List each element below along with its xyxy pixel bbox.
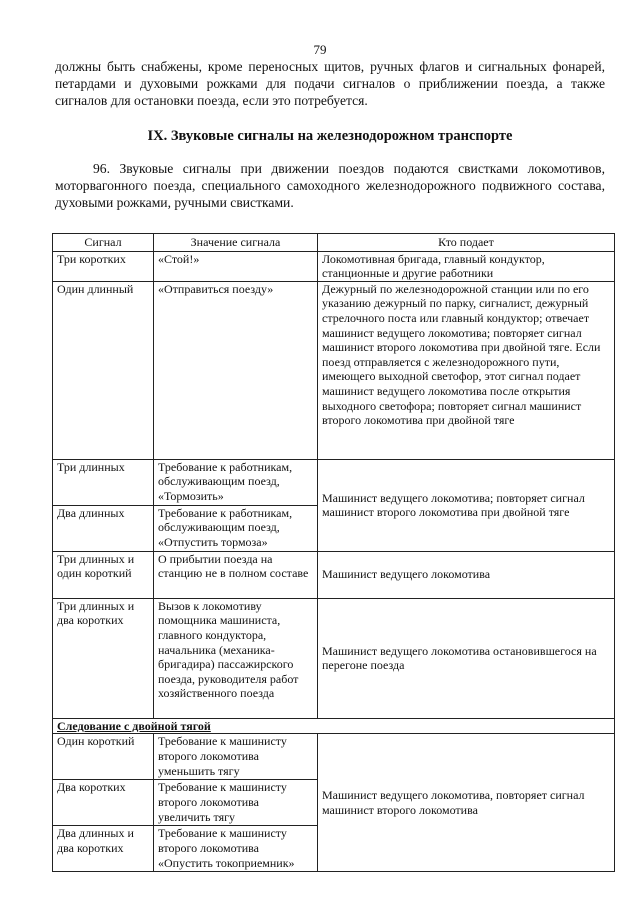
meaning-cell: Требование к машинисту второго локомотива увеличить тягу [154, 780, 318, 826]
meaning-cell: Требование к машинисту второго локомотива уменьшить тягу [154, 734, 318, 780]
section-title: IX. Звуковые сигналы на железнодорожном транспорте [147, 128, 513, 144]
signal-cell: Три длинных [53, 459, 154, 505]
column-header-meaning: Значение сигнала [154, 234, 318, 252]
who-cell: Машинист ведущего локомотива, повторяет сигнал машинист второго локомотива [318, 734, 615, 872]
signal-cell: Один длинный [53, 281, 154, 459]
table-row [53, 459, 615, 505]
meaning-cell: Вызов к локомотиву помощника машиниста, главного кондуктора, начальника (механика-бригадира) пассажирского поезда, руководителя работ хозяйственного поезда [154, 598, 318, 718]
table-row [53, 251, 615, 281]
who-cell: Дежурный по железнодорожной станции или по его указанию дежурный по парку, сигналист, дежурный стрелочного поста или главный кондуктор; отвечает машинист ведущего локомотива; повторяет сигнал машинист второго локомотива при двойной тяге. Если поезд отправляется с железнодорожного пути, имеющего выходной светофор, этот сигнал подает машинист ведущего локомотива после открытия выходного светофора; повторяет сигнал машинист второго локомотива при двойной тяге [318, 281, 615, 459]
column-header-signal: Сигнал [53, 234, 154, 252]
table-row [53, 551, 615, 598]
sound-signals-table [52, 233, 615, 872]
signal-cell: Два коротких [53, 780, 154, 826]
section-label: Следование с двойной тягой [53, 718, 615, 734]
signal-cell: Два длинных [53, 505, 154, 551]
page-number: 79 [313, 42, 327, 57]
signal-cell: Три длинных и два коротких [53, 598, 154, 718]
who-cell: Локомотивная бригада, главный кондуктор, станционные и другие работники [318, 251, 615, 281]
meaning-cell: Требование к машинисту второго локомотива «Опустить токоприемник» [154, 826, 318, 872]
column-header-who: Кто подает [318, 234, 615, 252]
table-header-row [53, 234, 615, 252]
section-row [53, 718, 615, 734]
table-row [53, 734, 615, 780]
intro-paragraph: должны быть снабжены, кроме переносных щитов, ручных флагов и сигнальных фонарей, петардами и духовыми рожками для подачи сигналов о приближении поезда, а также сигналов для остановки поезда, если это потребуется. [55, 59, 605, 108]
meaning-cell: Требование к работникам, обслуживающим поезд, «Тормозить» [154, 459, 318, 505]
signal-cell: Два длинных и два коротких [53, 826, 154, 872]
meaning-cell: «Отправиться поезду» [154, 281, 318, 459]
meaning-cell: Требование к работникам, обслуживающим поезд, «Отпустить тормоза» [154, 505, 318, 551]
table-row [53, 598, 615, 718]
meaning-cell: «Стой!» [154, 251, 318, 281]
who-cell: Машинист ведущего локомотива остановившегося на перегоне поезда [318, 598, 615, 718]
table-row [53, 281, 615, 459]
signal-cell: Три длинных и один короткий [53, 551, 154, 598]
who-cell: Машинист ведущего локомотива [318, 551, 615, 598]
who-cell: Машинист ведущего локомотива; повторяет сигнал машинист второго локомотива при двойной тяге [318, 459, 615, 551]
paragraph-96: 96. Звуковые сигналы при движении поездов подаются свистками локомотивов, моторвагонного поезда, специального самоходного железнодорожного подвижного состава, духовыми рожками, ручными свистками. [55, 161, 605, 210]
signal-cell: Один короткий [53, 734, 154, 780]
meaning-cell: О прибытии поезда на станцию не в полном составе [154, 551, 318, 598]
signal-cell: Три коротких [53, 251, 154, 281]
